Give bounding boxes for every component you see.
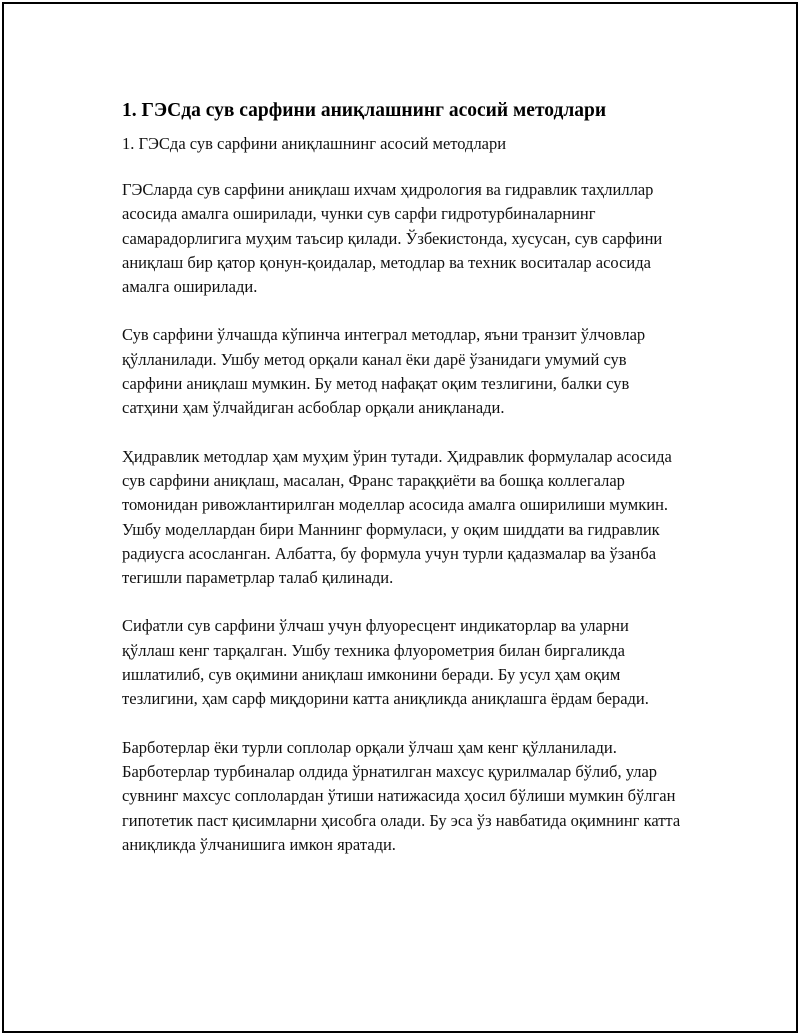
paragraph-2: Сув сарфини ўлчашда кўпинча интеграл методлар, яъни транзит ўлчовлар қўлланилади. Ушбу метод орқали канал ёки дарё ўзанидаги умумий сув сарфини аниқлаш мумкин. Бу метод нафақат оқим тезлигини, балки сув сатҳини ҳам ўлчайдиган асбоблар орқали аниқланади.: [122, 325, 646, 418]
document-heading: 1. ГЭСда сув сарфини аниқлашнинг асосий методлари: [122, 100, 607, 121]
paragraph-1: ГЭСларда сув сарфини аниқлаш ихчам ҳидрология ва гидравлик таҳлиллар асосида амалга оширилади, чунки сув сарфи гидротурбиналарнинг самарадорлигига муҳим таъсир қилади. Ўзбекистонда, хусусан, сув сарфини аниқлаш бир қатор қонун-қоидалар, методлар ва техник воситалар асосида амалга оширилади.: [122, 180, 663, 297]
document-subheading: 1. ГЭСда сув сарфини аниқлашнинг асосий методлари: [122, 134, 507, 153]
page-frame: [2, 2, 798, 1033]
paragraph-3: Ҳидравлик методлар ҳам муҳим ўрин тутади. Ҳидравлик формулалар асосида сув сарфини аниқлаш, масалан, Франс тараққиёти ва бошқа коллегалар томонидан ривожлантирилган моделлар асосида амалга оширилиши мумкин. Ушбу моделлардан бири Маннинг формуласи, у оқим шиддати ва гидравлик радиусга асосланган. Албатта, бу формула учун турли қадазмалар ва ўзанба тегишли параметрлар талаб қилинади.: [122, 446, 672, 588]
paragraph-5: Барботерлар ёки турли соплолар орқали ўлчаш ҳам кенг қўлланилади. Барботерлар турбиналар олдида ўрнатилган махсус қурилмалар бўлиб, улар сувнинг махсус соплолардан ўтиши натижасида ҳосил бўлиши мумкин бўлган гипотетик паст қисимларни ҳисобга олади. Бу эса ўз навбатида оқимнинг катта аниқликда ўлчанишига имкон яратади.: [122, 737, 681, 854]
paragraph-4: Сифатли сув сарфини ўлчаш учун флуоресцент индикаторлар ва уларни қўллаш кенг тарқалган. Ушбу техника флуорометрия билан биргаликда ишлатилиб, сув оқимини аниқлаш имконини беради. Бу усул ҳам оқим тезлигини, ҳам сарф миқдорини катта аниқликда аниқлашга ёрдам беради.: [122, 616, 649, 709]
document-body: [122, 98, 682, 881]
